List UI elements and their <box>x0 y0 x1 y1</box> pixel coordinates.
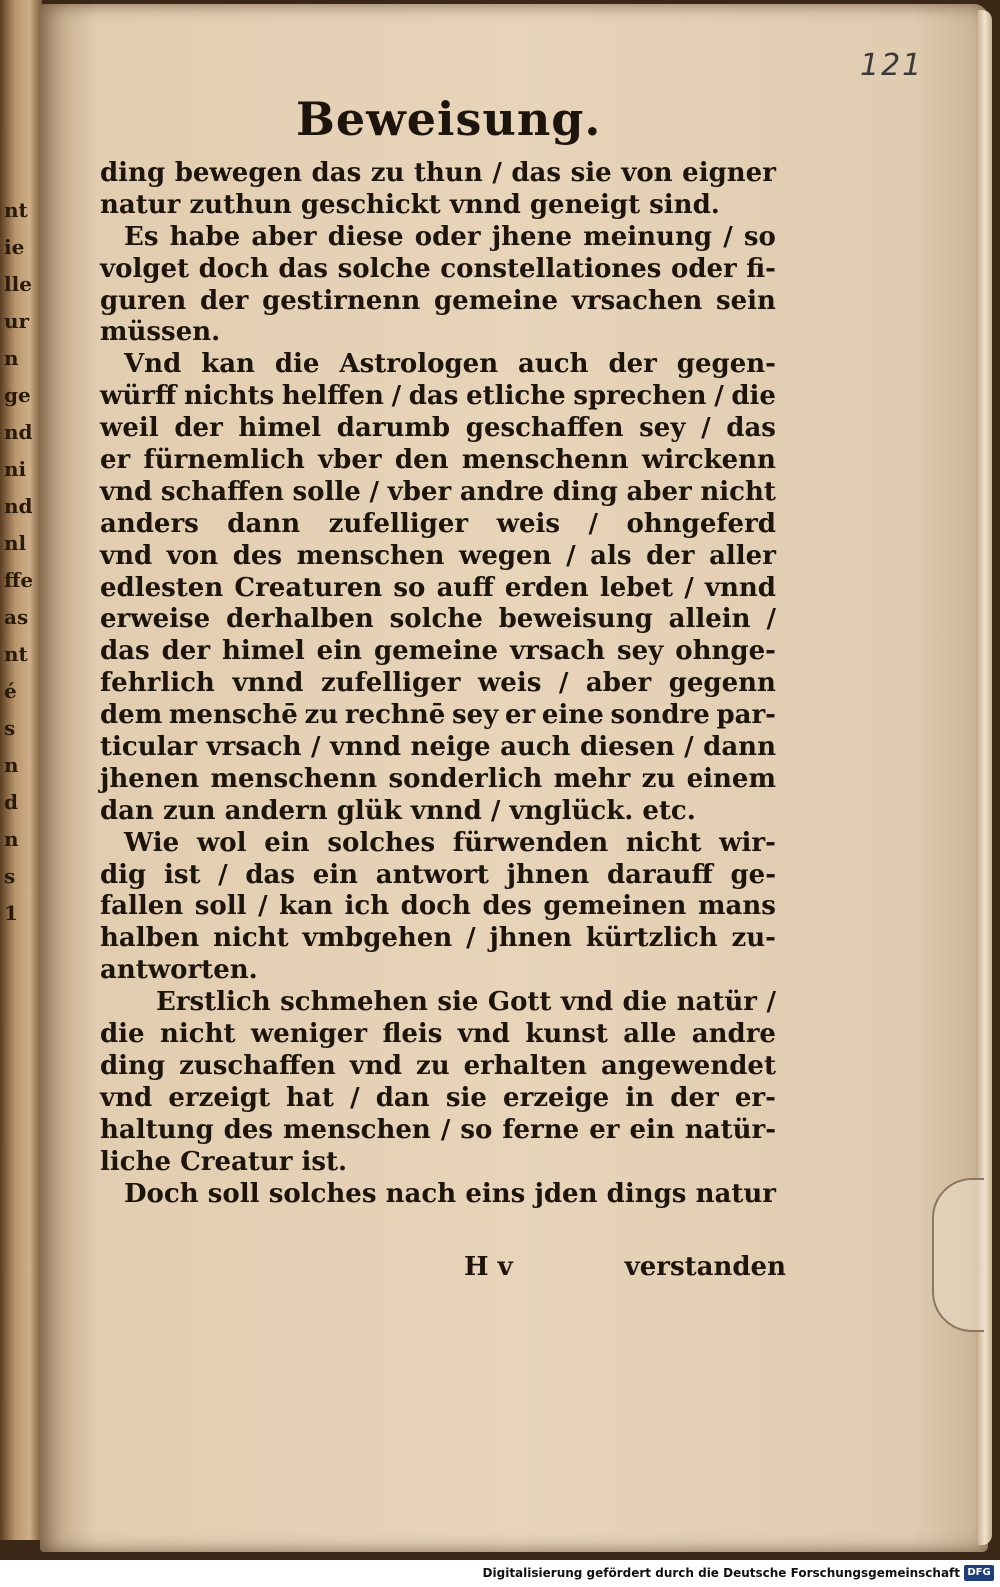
digitization-footer <box>0 1560 1000 1587</box>
previous-page-edge <box>0 0 42 1540</box>
text-line: würff nichts helffen / das etliche sprechen / die <box>100 381 776 412</box>
margin-fragment: lle <box>4 272 32 296</box>
margin-fragment: nt <box>4 198 28 222</box>
page-clip <box>932 1178 984 1332</box>
funding-credit: Digitalisierung gefördert durch die Deutsche Forschungsgemeinschaft <box>482 1566 960 1580</box>
signature-mark: H v <box>464 1252 513 1282</box>
margin-fragment: d <box>4 790 18 814</box>
text-line: fallen soll / kan ich doch des gemeinen mans <box>100 891 776 922</box>
text-line: Es habe aber diese oder jhene meinung / so <box>124 221 776 252</box>
text-line: ticular vrsach / vnnd neige auch diesen / dann <box>100 732 776 763</box>
margin-fragment: n <box>4 346 19 370</box>
text-line: erweise derhalben solche beweisung allein / <box>100 604 776 635</box>
text-line: volget doch das solche constellationes oder fi- <box>100 253 776 284</box>
text-line: dem menschē zu rechnē sey er eine sondre par- <box>100 700 776 731</box>
text-line: ding zuschaffen vnd zu erhalten angewendet <box>100 1050 776 1081</box>
text-line: vnd von des menschen wegen / als der aller <box>100 540 776 571</box>
text-line: fehrlich vnnd zufelliger weis / aber gegenn <box>100 668 776 699</box>
margin-fragment: 1 <box>4 901 18 925</box>
text-line: halben nicht vmbgehen / jhnen kürtzlich zu- <box>100 923 776 954</box>
text-line: edlesten Creaturen so auff erden lebet / vnnd <box>100 572 776 603</box>
margin-fragment: ge <box>4 383 31 407</box>
text-line: Vnd kan die Astrologen auch der gegen- <box>124 349 776 380</box>
text-line: vnd schaffen solle / vber andre ding aber nicht <box>100 476 776 507</box>
text-line: müssen. <box>100 317 221 348</box>
margin-fragment: n <box>4 827 19 851</box>
text-line: antworten. <box>100 955 258 986</box>
text-line: er fürnemlich vber den menschenn wirckenn <box>100 445 776 476</box>
text-line: dan zun andern glük vnnd / vnglück. etc. <box>100 795 696 826</box>
folio-number: 121 <box>860 48 924 83</box>
margin-fragment: ffe <box>4 568 34 592</box>
margin-fragment: ni <box>4 457 27 481</box>
text-line: Erstlich schmehen sie Gott vnd die natür / <box>156 987 776 1018</box>
text-line: jhenen menschenn sonderlich mehr zu einem <box>100 763 776 794</box>
page-heading: Beweisung. <box>296 92 602 146</box>
margin-fragment: s <box>4 716 16 740</box>
text-line: ding bewegen das zu thun / das sie von eigner <box>100 158 776 188</box>
text-line: natur zuthun geschickt vnnd geneigt sind. <box>100 189 720 220</box>
text-line: das der himel ein gemeine vrsach sey ohnge- <box>100 636 776 667</box>
text-line: die nicht weniger fleis vnd kunst alle andre <box>100 1019 776 1050</box>
margin-fragment: nd <box>4 494 33 518</box>
text-line: Wie wol ein solches fürwenden nicht wir- <box>124 827 776 858</box>
margin-fragment: ie <box>4 235 25 259</box>
dfg-logo: DFG <box>964 1565 994 1581</box>
catchword: verstanden <box>624 1252 786 1282</box>
text-line: guren der gestirnenn gemeine vrsachen sein <box>100 285 776 316</box>
text-line: dig ist / das ein antwort jhnen darauff ge- <box>100 859 776 890</box>
margin-fragment: n <box>4 753 19 777</box>
margin-fragment: nd <box>4 420 33 444</box>
text-line: Doch soll solches nach eins jden dings natur <box>124 1178 776 1209</box>
margin-fragment: é <box>4 679 17 703</box>
margin-fragment: ur <box>4 309 30 333</box>
margin-fragment: as <box>4 605 29 629</box>
margin-fragment: s <box>4 864 16 888</box>
margin-fragment: nt <box>4 642 28 666</box>
text-line: liche Creatur ist. <box>100 1146 348 1177</box>
text-line: haltung des menschen / so ferne er ein natür- <box>100 1114 776 1145</box>
text-line: anders dann zufelliger weis / ohngeferd <box>100 508 776 539</box>
margin-fragment: nl <box>4 531 27 555</box>
text-line: vnd erzeigt hat / dan sie erzeige in der er- <box>100 1082 776 1113</box>
text-line: weil der himel darumb geschaffen sey / das <box>100 413 776 444</box>
body-text <box>100 158 776 1210</box>
